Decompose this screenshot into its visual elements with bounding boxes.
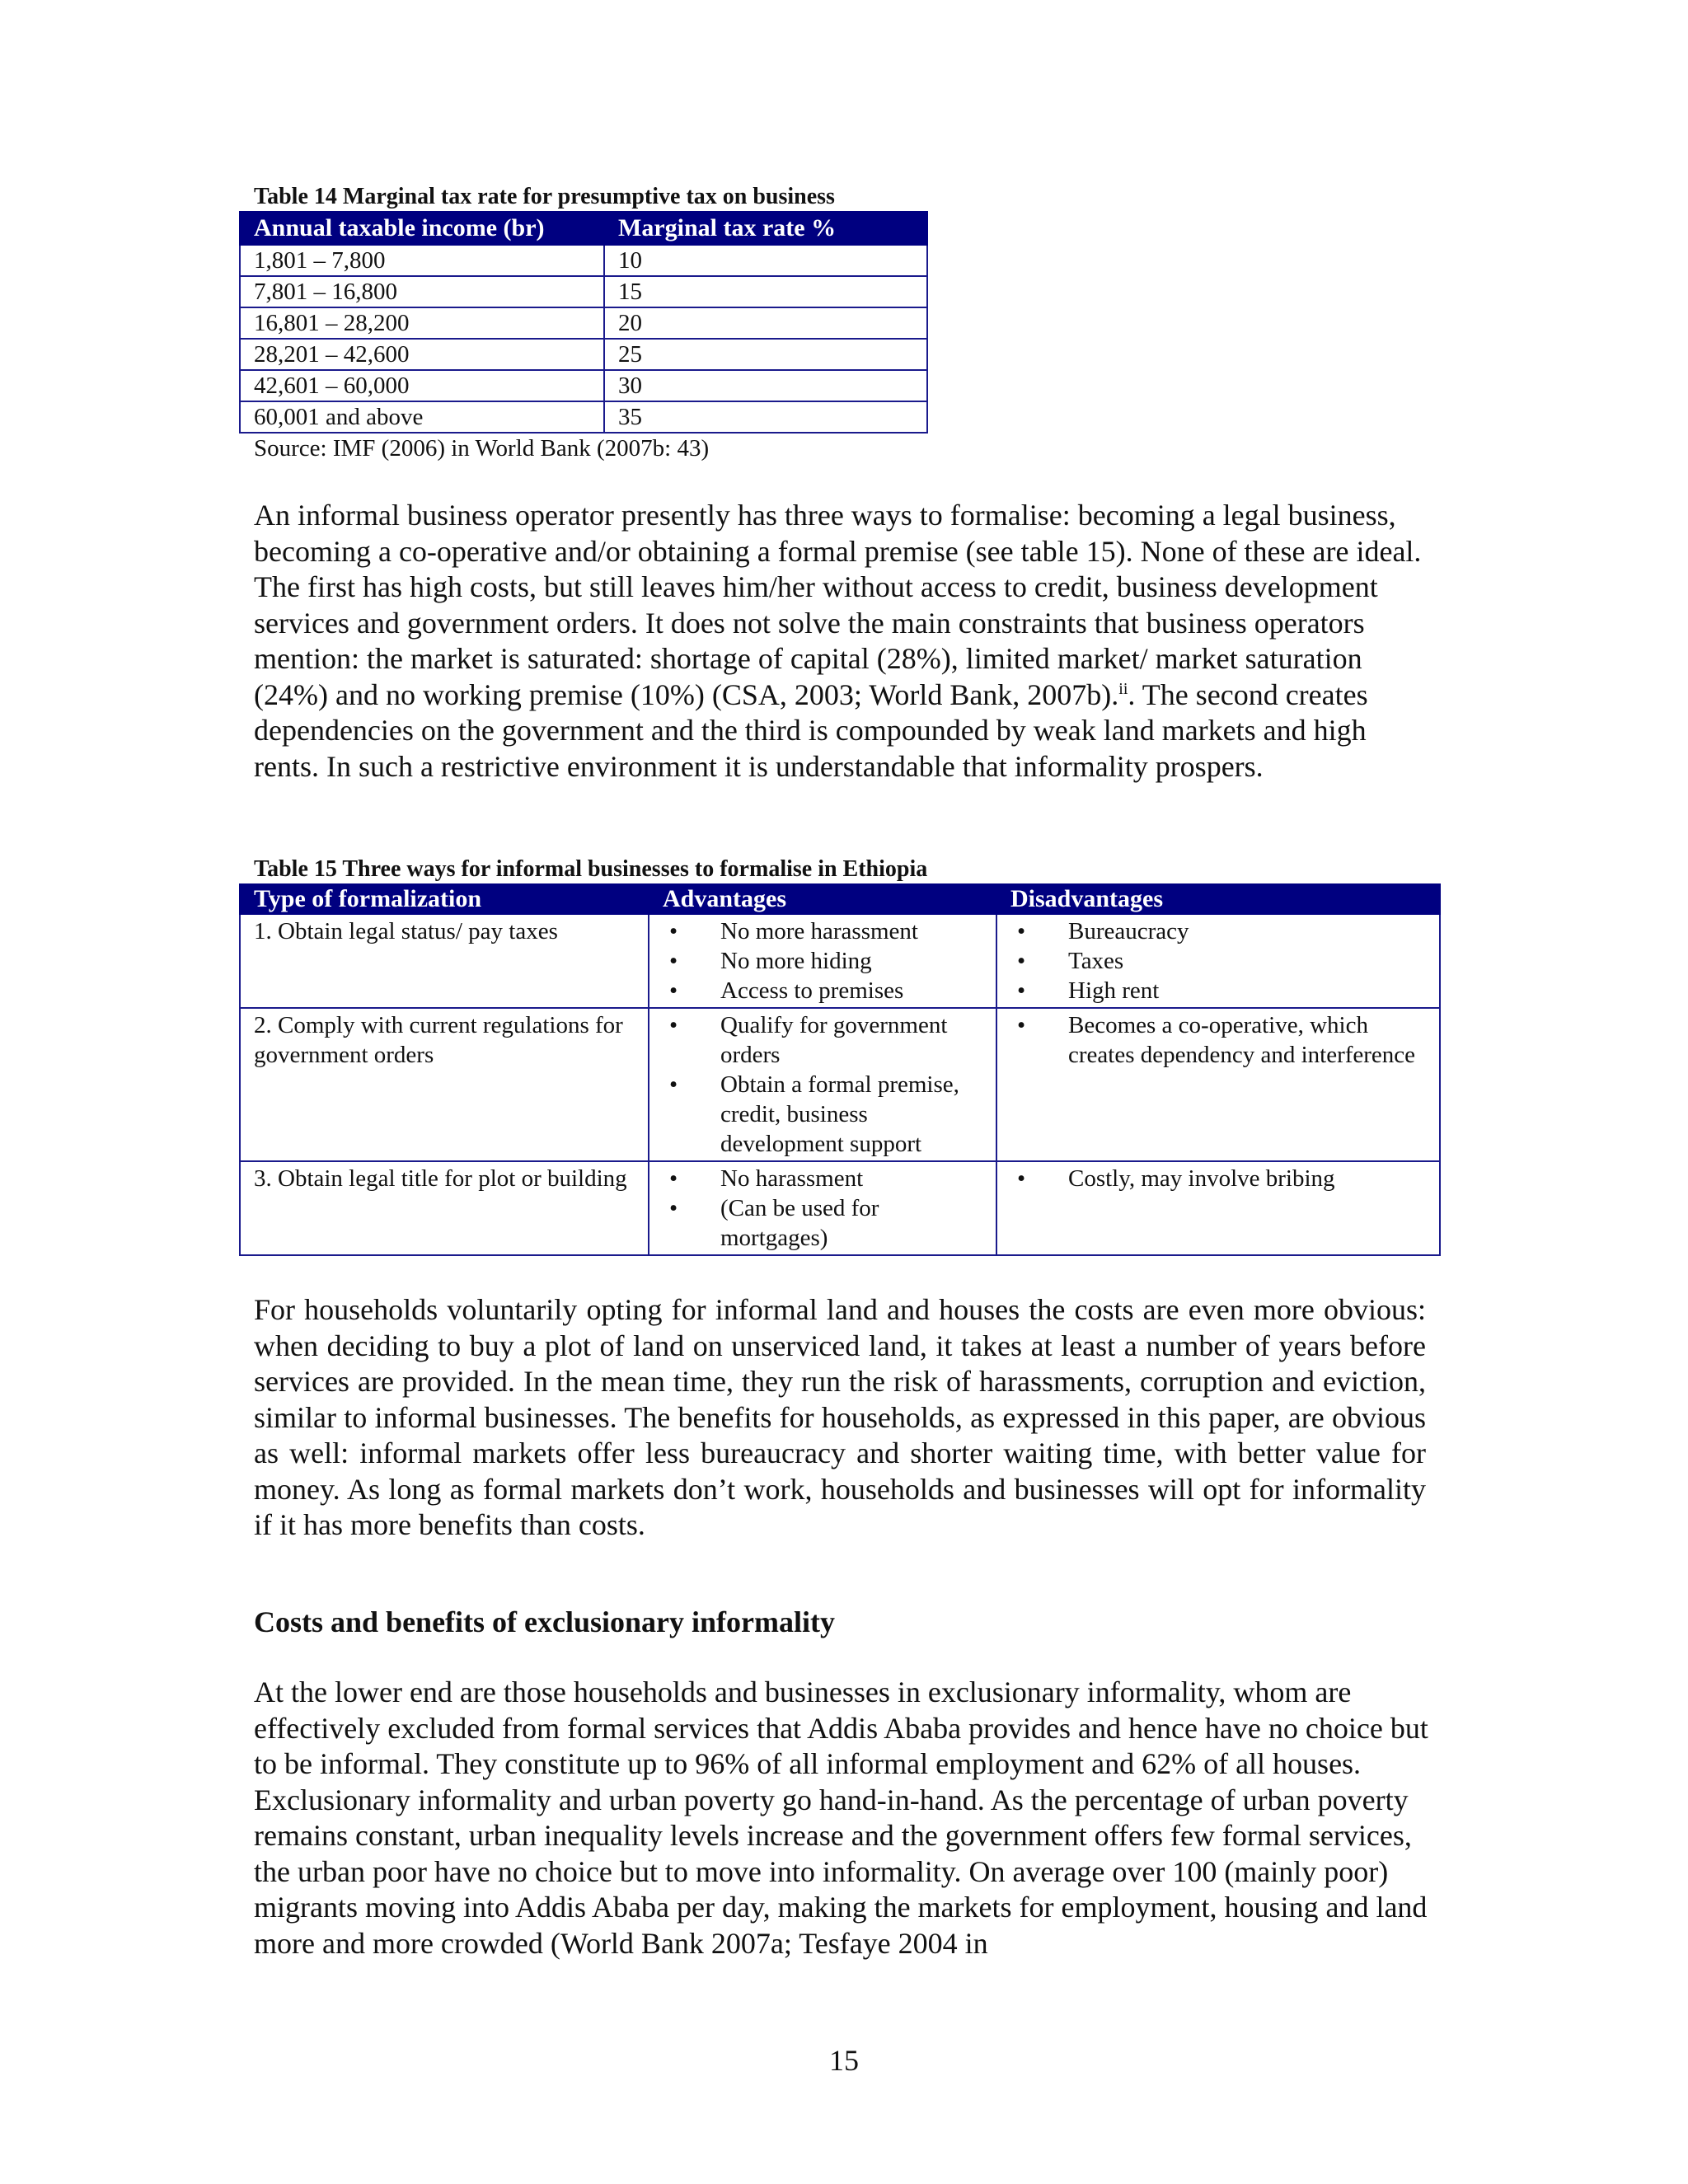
table14-header-row — [240, 212, 927, 245]
formalization-type-cell: 2. Comply with current regulations for government orders — [240, 1008, 649, 1161]
list-item: • Access to premises — [663, 976, 982, 1005]
advantages-list — [663, 1010, 982, 1159]
paragraph-exclusionary-informality: At the lower end are those households and businesses in exclusionary informality, whom are effectively excluded from formal services that Addis Ababa provides and hence have no choice but to be informal. They constitute up to 96% of all informal employment and 62% of all houses. Exclusionary informality and urban poverty go hand-in-hand. As the percentage of urban poverty remains constant, urban inequality levels increase and the government offers few formal services, the urban poor have no choice but to move into informality. On average over 100 (mainly poor) migrants moving into Addis Ababa per day, making the markets for employment, housing and land more and more crowded (World Bank 2007a; Tesfaye 2004 in — [254, 1675, 1428, 1960]
list-item: • No more hiding — [663, 946, 982, 976]
advantages-list — [663, 1164, 982, 1253]
advantages-cell — [649, 1161, 996, 1255]
endnote-marker: ii — [1118, 679, 1128, 698]
rate-cell: 20 — [604, 307, 927, 339]
rate-cell: 30 — [604, 370, 927, 401]
list-item: • No more harassment — [663, 916, 982, 946]
table15-header-advantages: Advantages — [649, 884, 996, 914]
table14-caption: Table 14 Marginal tax rate for presumptive tax on business — [254, 184, 835, 209]
paragraph-formalise-options — [254, 498, 1432, 785]
table-row — [240, 1161, 1440, 1255]
formalization-type-cell: 1. Obtain legal status/ pay taxes — [240, 914, 649, 1008]
table15 — [239, 883, 1441, 1256]
paragraph-text: . The second creates dependencies on the government and the third is compounded by weak land markets and high rents. In such a restrictive environment it is understandable that informality prospers. — [254, 677, 1368, 783]
rate-cell: 10 — [604, 245, 927, 276]
advantages-cell — [649, 1008, 996, 1161]
advantages-cell — [649, 914, 996, 1008]
table-row — [240, 307, 927, 339]
list-item: • Obtain a formal premise, credit, business development support — [663, 1070, 982, 1159]
table-row — [240, 401, 927, 433]
advantages-list — [663, 916, 982, 1005]
disadvantages-list — [1010, 1010, 1426, 1070]
table15-header-disadvantages: Disadvantages — [996, 884, 1440, 914]
table14-header-income: Annual taxable income (br) — [240, 212, 604, 245]
paragraph-text: An informal business operator presently has three ways to formalise: becoming a legal business, becoming a co-operative and/or obtaining a formal premise (see table 15). None of these are ideal. The first has high costs, but still leaves him/her without access to credit, business development services and government orders. It does not solve the main constraints that business operators mention: the market is saturated: shortage of capital (28%), limited market/ market saturation (24%) and no working premise (10%) (CSA, 2003; World Bank, 2007b). — [254, 499, 1422, 711]
disadvantages-cell — [996, 1161, 1440, 1255]
formalization-type-cell: 3. Obtain legal title for plot or building — [240, 1161, 649, 1255]
list-item: • Becomes a co-operative, which creates dependency and interference — [1010, 1010, 1426, 1070]
table-row — [240, 276, 927, 307]
table-row — [240, 370, 927, 401]
list-item: • High rent — [1010, 976, 1426, 1005]
list-item: • Bureaucracy — [1010, 916, 1426, 946]
disadvantages-cell — [996, 1008, 1440, 1161]
list-item: • No harassment — [663, 1164, 982, 1193]
income-cell: 1,801 – 7,800 — [240, 245, 604, 276]
table15-header-type: Type of formalization — [240, 884, 649, 914]
table15-caption: Table 15 Three ways for informal businesses to formalise in Ethiopia — [254, 856, 928, 882]
disadvantages-list — [1010, 916, 1426, 1005]
table14-source: Source: IMF (2006) in World Bank (2007b: 43) — [254, 435, 710, 462]
list-item: • Qualify for government orders — [663, 1010, 982, 1070]
table-row — [240, 339, 927, 370]
table-row — [240, 914, 1440, 1008]
income-cell: 7,801 – 16,800 — [240, 276, 604, 307]
rate-cell: 35 — [604, 401, 927, 433]
table-row — [240, 245, 927, 276]
income-cell: 42,601 – 60,000 — [240, 370, 604, 401]
table14-header-rate: Marginal tax rate % — [604, 212, 927, 245]
section-heading: Costs and benefits of exclusionary informality — [254, 1605, 835, 1638]
list-item: • Costly, may involve bribing — [1010, 1164, 1426, 1193]
disadvantages-cell — [996, 914, 1440, 1008]
income-cell: 16,801 – 28,200 — [240, 307, 604, 339]
income-cell: 28,201 – 42,600 — [240, 339, 604, 370]
table14 — [239, 211, 928, 434]
list-item: • (Can be used for mortgages) — [663, 1193, 982, 1253]
paragraph-households-informal-land: For households voluntarily opting for informal land and houses the costs are even more obvious: when deciding to buy a plot of land on unserviced land, it takes at least a number of years before services are provided. In the mean time, they run the risk of harassments, corruption and eviction, similar to informal businesses. The benefits for households, as expressed in this paper, are obvious as well: informal markets offer less bureaucracy and shorter waiting time, with better value for money. As long as formal markets don’t work, households and businesses will opt for informality if it has more benefits than costs. — [254, 1293, 1426, 1541]
income-cell: 60,001 and above — [240, 401, 604, 433]
list-item: • Taxes — [1010, 946, 1426, 976]
rate-cell: 15 — [604, 276, 927, 307]
rate-cell: 25 — [604, 339, 927, 370]
table-row — [240, 1008, 1440, 1161]
table15-header-row — [240, 884, 1440, 914]
disadvantages-list — [1010, 1164, 1426, 1193]
page-number: 15 — [829, 2044, 859, 2077]
